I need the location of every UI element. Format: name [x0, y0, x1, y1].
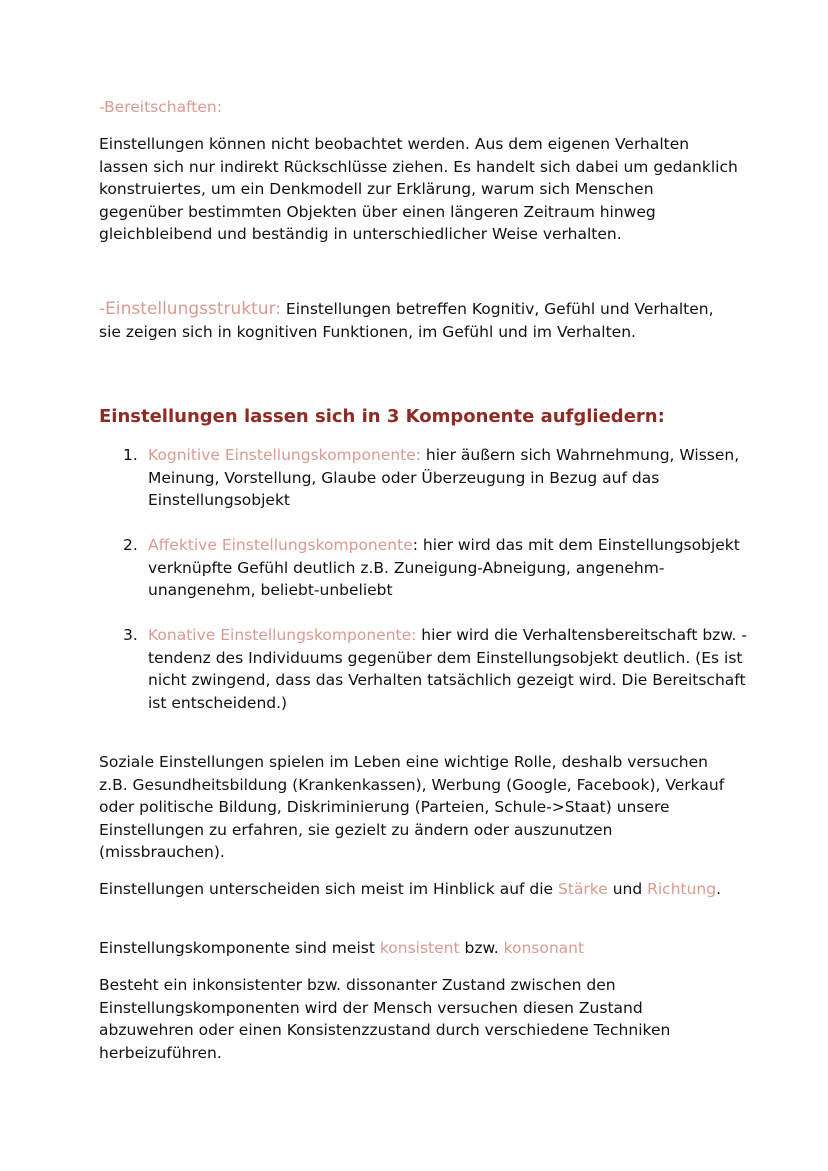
soziale-paragraph: Soziale Einstellungen spielen im Leben eine wichtige Rolle, deshalb versuchen z.B. Gesundheitsbildung (Krankenkassen), Werbung (Google, Facebook), Verkauf oder politische Bildung, Diskriminierung (Parteien, Schule->Staat) unsere Einstellungen zu erfahren, sie gezielt zu ändern oder auszunutzen (missbrauchen).: [99, 753, 725, 862]
bereitschaften-title: -Bereitschaften:: [99, 98, 222, 116]
besteht-paragraph: Besteht ein inkonsistenter bzw. dissonanter Zustand zwischen den Einstellungskomponenten wird der Mensch versuchen diesen Zustand abzuwehren oder einen Konsistenzzustand durch verschiedene Techniken herbeizuführen.: [99, 976, 671, 1062]
kognitive-term: Kognitive Einstellungskomponente:: [148, 446, 421, 464]
und-text: und: [607, 880, 648, 898]
unterscheiden-text: Einstellungen unterscheiden sich meist im Hinblick auf die: [99, 880, 559, 898]
konsonant-term: konsonant: [503, 939, 585, 957]
unterscheiden-paragraph: [99, 878, 739, 901]
kognitive-text: hier äußern sich Wahrnehmung, Wissen, Meinung, Vorstellung, Glaube oder Überzeugung in Bezug auf das Einstellungsobjekt: [148, 446, 740, 510]
list-number: 3.: [123, 626, 138, 644]
period-text: .: [716, 880, 722, 898]
affektive-text: : hier wird das mit dem Einstellungsobjekt verknüpfte Gefühl deutlich z.B. Zuneigung-Abneigung, angenehm-unangenehm, beliebt-unbeliebt: [148, 536, 740, 600]
komponenten-heading: Einstellungen lassen sich in 3 Komponente aufgliedern:: [99, 406, 665, 427]
konsistent-text: Einstellungskomponente sind meist: [99, 939, 380, 957]
list-number: 1.: [123, 446, 138, 464]
bzw-text: bzw.: [459, 939, 504, 957]
affektive-term: Affektive Einstellungskomponente: [148, 536, 413, 554]
list-item: [123, 624, 748, 714]
list-item: [123, 534, 748, 602]
struktur-title: -Einstellungsstruktur:: [99, 299, 281, 319]
richtung-term: Richtung: [647, 880, 717, 898]
konative-text: hier wird die Verhaltensbereitschaft bzw. -tendenz des Individuums gegenüber dem Einstellungsobjekt deutlich. (Es ist nicht zwingend, dass das Verhalten tatsächlich gezeigt wird. Die Bereitschaft ist entscheidend.): [148, 626, 747, 712]
struktur-text: Einstellungen betreffen Kognitiv, Gefühl und Verhalten, sie zeigen sich in kognitiven Funktionen, im Gefühl und im Verhalten.: [99, 300, 714, 341]
konsistent-term: konsistent: [379, 939, 460, 957]
staerke-term: Stärke: [558, 880, 608, 898]
konsistent-paragraph: [99, 937, 739, 960]
list-item: [123, 444, 748, 512]
struktur-paragraph: [99, 298, 739, 343]
konative-term: Konative Einstellungskomponente:: [148, 626, 417, 644]
bereitschaften-paragraph: Einstellungen können nicht beobachtet werden. Aus dem eigenen Verhalten lassen sich nur indirekt Rückschlüsse ziehen. Es handelt sich dabei um gedanklich konstruiertes, um ein Denkmodell zur Erklärung, warum sich Menschen gegenüber bestimmten Objekten über einen längeren Zeitraum hinweg gleichbleibend und beständig in unterschiedlicher Weise verhalten.: [99, 135, 738, 244]
list-number: 2.: [123, 536, 138, 554]
